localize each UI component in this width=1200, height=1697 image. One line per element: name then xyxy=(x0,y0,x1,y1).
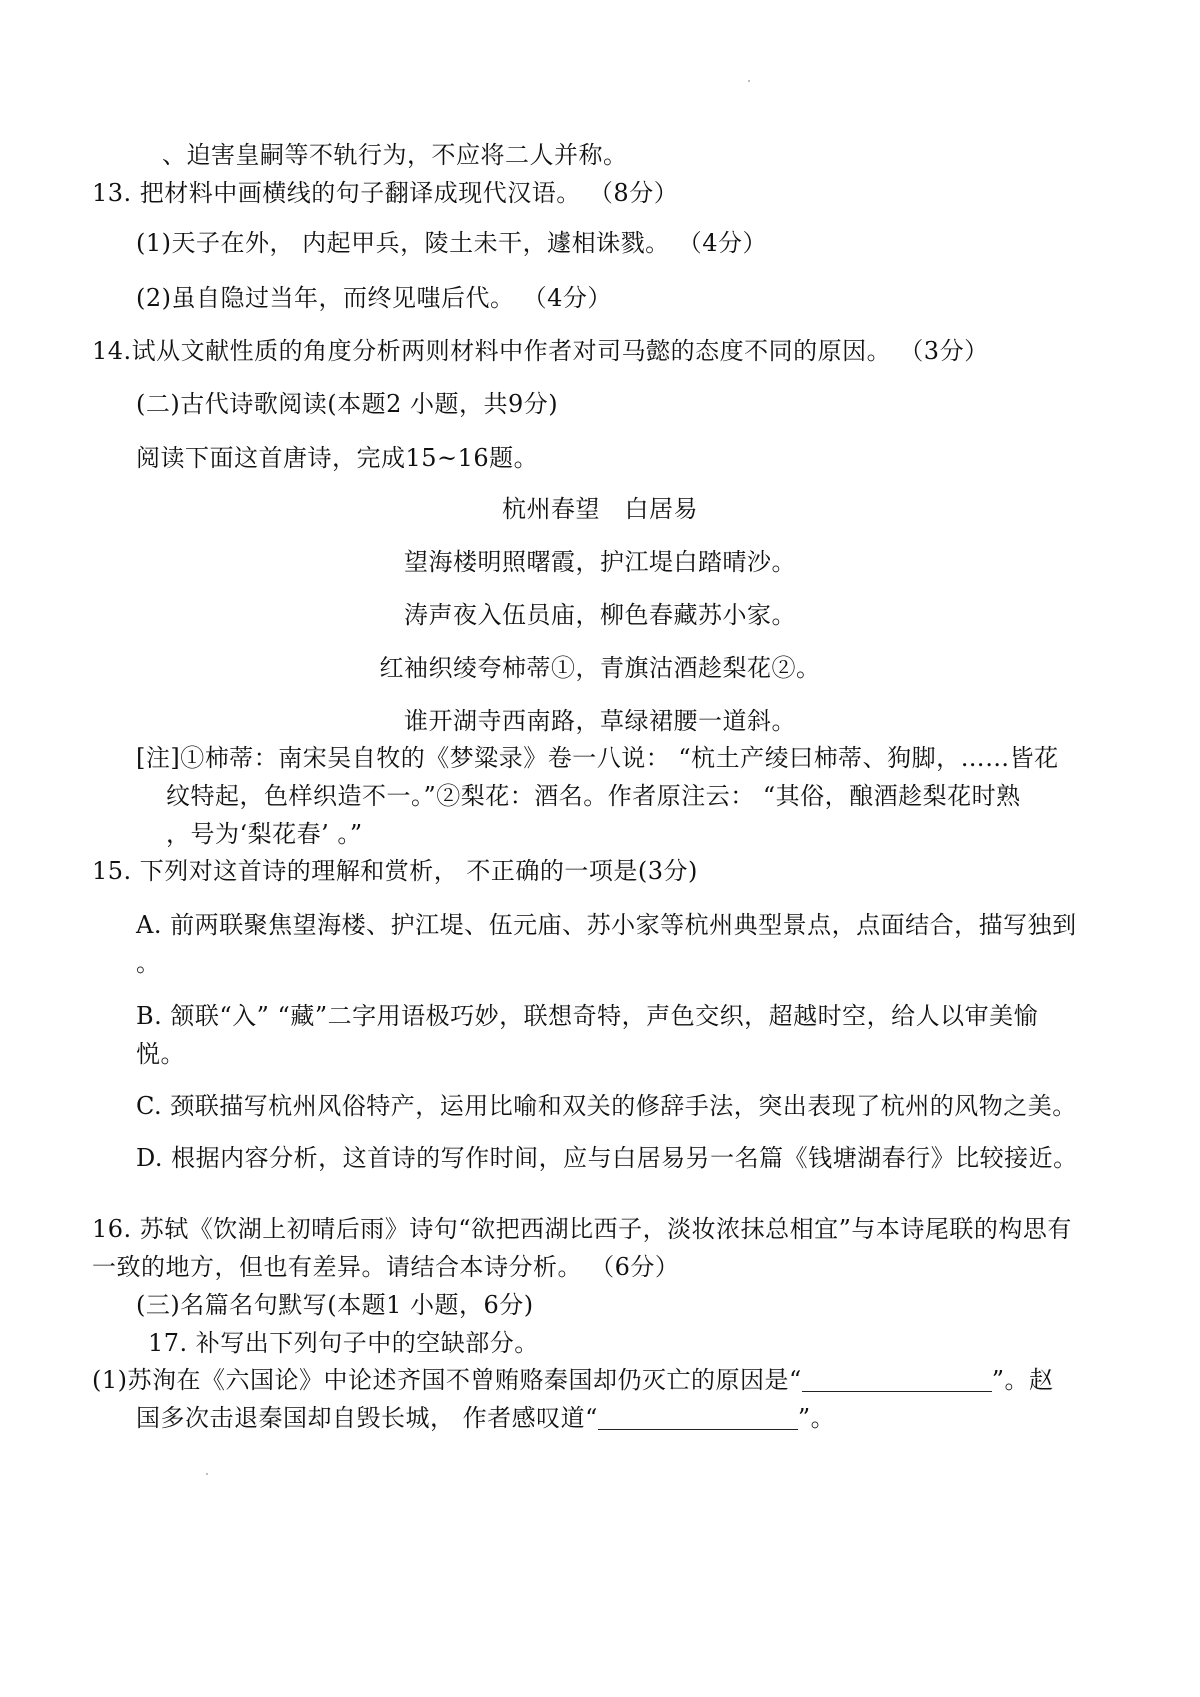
scan-speck xyxy=(748,80,750,82)
question-13: 13. 把材料中画横线的句子翻译成现代汉语。 （8分） xyxy=(92,179,679,207)
annotation-line: ，号为‘梨花春’ 。” xyxy=(166,820,363,848)
reading-instruction: 阅读下面这首唐诗，完成15~16题。 xyxy=(136,444,539,472)
question-14: 14.试从文献性质的角度分析两则材料中作者对司马懿的态度不同的原因。 （3分） xyxy=(92,337,989,365)
question-13-item-1: (1)天子在外， 内起甲兵，陵土未干，遽相诛戮。 （4分） xyxy=(136,229,768,257)
section-heading-3: (三)名篇名句默写(本题1 小题，6分) xyxy=(136,1291,534,1319)
fill-text: 国多次击退秦国却自毁长城， 作者感叹道“ xyxy=(136,1404,598,1432)
section-heading-2: (二)古代诗歌阅读(本题2 小题，共9分) xyxy=(136,390,559,418)
poem-line: 涛声夜入伍员庙，柳色春藏苏小家。 xyxy=(404,601,796,629)
question-13-item-2: (2)虽自隐过当年，而终见嗤后代。 （4分） xyxy=(136,284,612,312)
option-a: A. 前两联聚焦望海楼、护江堤、伍元庙、苏小家等杭州典型景点，点面结合，描写独到 xyxy=(136,911,1077,939)
poem-title: 杭州春望 白居易 xyxy=(502,495,698,523)
option-a-continued: 。 xyxy=(136,949,161,977)
option-d: D. 根据内容分析，这首诗的写作时间，应与白居易另一名篇《钱塘湖春行》比较接近。 xyxy=(136,1144,1078,1172)
scan-speck xyxy=(206,1473,208,1475)
question-17-item-1-continued xyxy=(136,1406,835,1430)
question-17-item-1 xyxy=(92,1368,1054,1392)
answer-blank[interactable] xyxy=(802,1369,992,1392)
text-line: 、迫害皇嗣等不轨行为，不应将二人并称。 xyxy=(162,141,628,169)
fill-text: ”。赵 xyxy=(991,1366,1054,1394)
fill-text: ”。 xyxy=(797,1404,836,1432)
annotation-line: 纹特起，色样织造不一。”②梨花：酒名。作者原注云： “其俗，酿酒趁梨花时熟 xyxy=(166,782,1021,810)
annotation-line: [注]①柿蒂：南宋吴自牧的《梦粱录》卷一八说： “杭土产绫曰柿蒂、狗脚，……皆花 xyxy=(136,744,1059,772)
poem-line: 红袖织绫夸柿蒂①，青旗沽酒趁梨花②。 xyxy=(379,654,821,682)
poem-line: 谁开湖寺西南路，草绿裙腰一道斜。 xyxy=(404,707,796,735)
question-16: 16. 苏轼《饮湖上初晴后雨》诗句“欲把西湖比西子，淡妆浓抹总相宜”与本诗尾联的构思有 xyxy=(92,1215,1072,1243)
question-16-continued: 一致的地方，但也有差异。请结合本诗分析。 （6分） xyxy=(92,1253,680,1281)
question-15: 15. 下列对这首诗的理解和赏析， 不正确的一项是(3分) xyxy=(92,857,698,885)
option-b: B. 颔联“入” “藏”二字用语极巧妙，联想奇特，声色交织，超越时空，给人以审美愉 xyxy=(136,1002,1039,1030)
answer-blank[interactable] xyxy=(598,1407,798,1430)
poem-line: 望海楼明照曙霞，护江堤白踏晴沙。 xyxy=(404,548,796,576)
fill-text: (1)苏洵在《六国论》中论述齐国不曾贿赂秦国却仍灭亡的原因是“ xyxy=(92,1366,802,1394)
question-17: 17. 补写出下列句子中的空缺部分。 xyxy=(148,1329,539,1357)
option-b-continued: 悦。 xyxy=(136,1040,185,1068)
option-c: C. 颈联描写杭州风俗特产，运用比喻和双关的修辞手法，突出表现了杭州的风物之美。 xyxy=(136,1092,1077,1120)
